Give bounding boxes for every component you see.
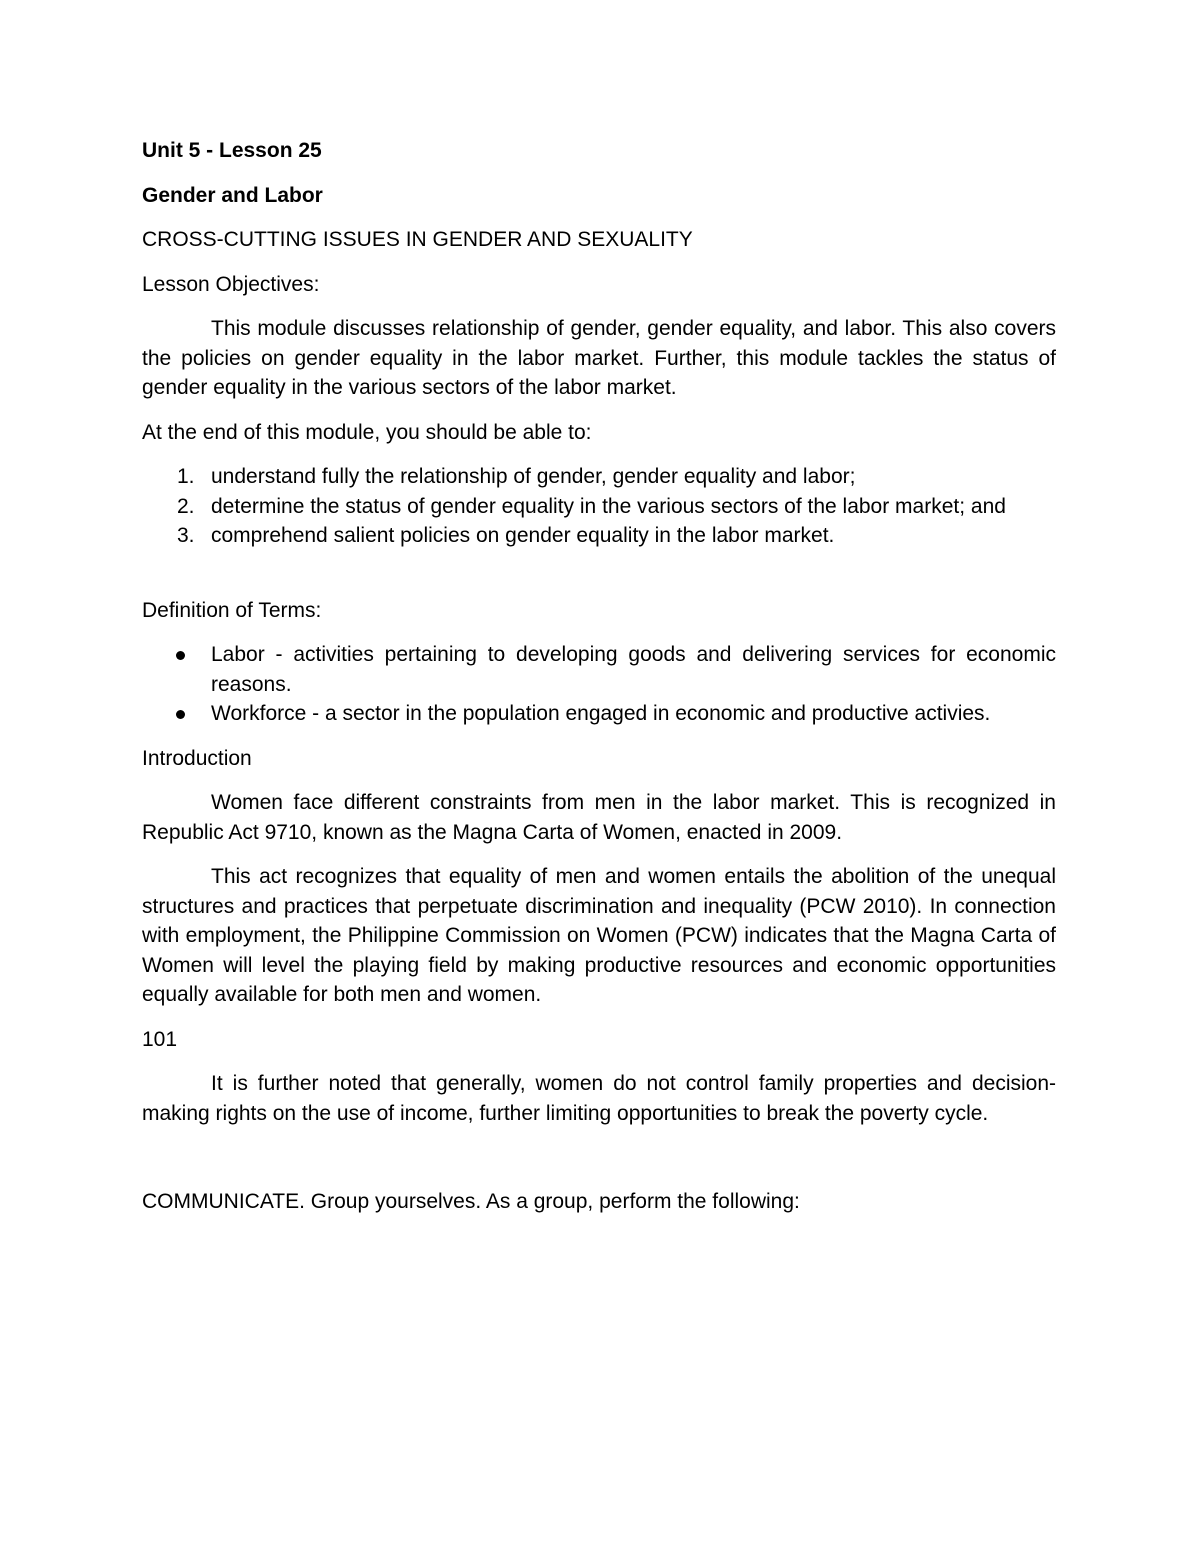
bullet-icon	[176, 710, 185, 719]
objectives-paragraph: This module discusses relationship of gender, gender equality, and labor. This also covers the policies on gender equality in the labor market. Further, this module tackles the status of gender equality in the various sectors of the labor market.	[142, 317, 1056, 399]
objective-number: 1.	[177, 465, 195, 488]
definitions-list	[142, 640, 1056, 729]
end-of-module-text: At the end of this module, you should be able to:	[142, 420, 592, 444]
spacer	[142, 566, 1056, 596]
intro-paragraph: Women face different constraints from men in the labor market. This is recognized in Republic Act 9710, known as the Magna Carta of Women, enacted in 2009.	[142, 791, 1056, 844]
objective-item	[142, 492, 1056, 522]
spacer	[142, 1143, 1056, 1187]
objective-item	[142, 521, 1056, 551]
document-title: Gender and Labor	[142, 183, 323, 207]
objective-text: determine the status of gender equality in the various sectors of the labor market; and	[211, 494, 1006, 518]
section-caps-heading: CROSS-CUTTING ISSUES IN GENDER AND SEXUALITY	[142, 228, 693, 251]
objective-text: understand fully the relationship of gender, gender equality and labor;	[211, 465, 856, 488]
definition-item	[142, 640, 1056, 699]
document-body	[142, 136, 1056, 1232]
bullet-icon	[176, 651, 185, 660]
objective-number: 2.	[177, 494, 195, 518]
page-number: 101	[142, 1027, 178, 1051]
communicate-text: COMMUNICATE. Group yourselves. As a group, perform the following:	[142, 1190, 800, 1213]
intro-paragraph: This act recognizes that equality of men and women entails the abolition of the unequal structures and practices that perpetuate discrimination and inequality (PCW 2010). In connection with employment, the Philippine Commission on Women (PCW) indicates that the Magna Carta of Women will level the playing field by making productive resources and economic opportunities equally available for both men and women.	[142, 865, 1056, 1006]
objective-text: comprehend salient policies on gender equality in the labor market.	[211, 524, 835, 547]
definition-text: Workforce - a sector in the population engaged in economic and productive activies.	[211, 702, 991, 725]
objectives-list	[142, 462, 1056, 551]
objective-item	[142, 462, 1056, 492]
definitions-heading: Definition of Terms:	[142, 598, 322, 622]
introduction-heading: Introduction	[142, 746, 252, 770]
further-paragraph: It is further noted that generally, women do not control family properties and decision-making rights on the use of income, further limiting opportunities to break the poverty cycle.	[142, 1072, 1056, 1125]
objective-number: 3.	[177, 524, 195, 547]
definition-item	[142, 699, 1056, 729]
definition-text: Labor - activities pertaining to developing goods and delivering services for economic reasons.	[211, 643, 1056, 696]
unit-lesson-heading: Unit 5 - Lesson 25	[142, 139, 322, 162]
objectives-heading: Lesson Objectives:	[142, 272, 320, 296]
